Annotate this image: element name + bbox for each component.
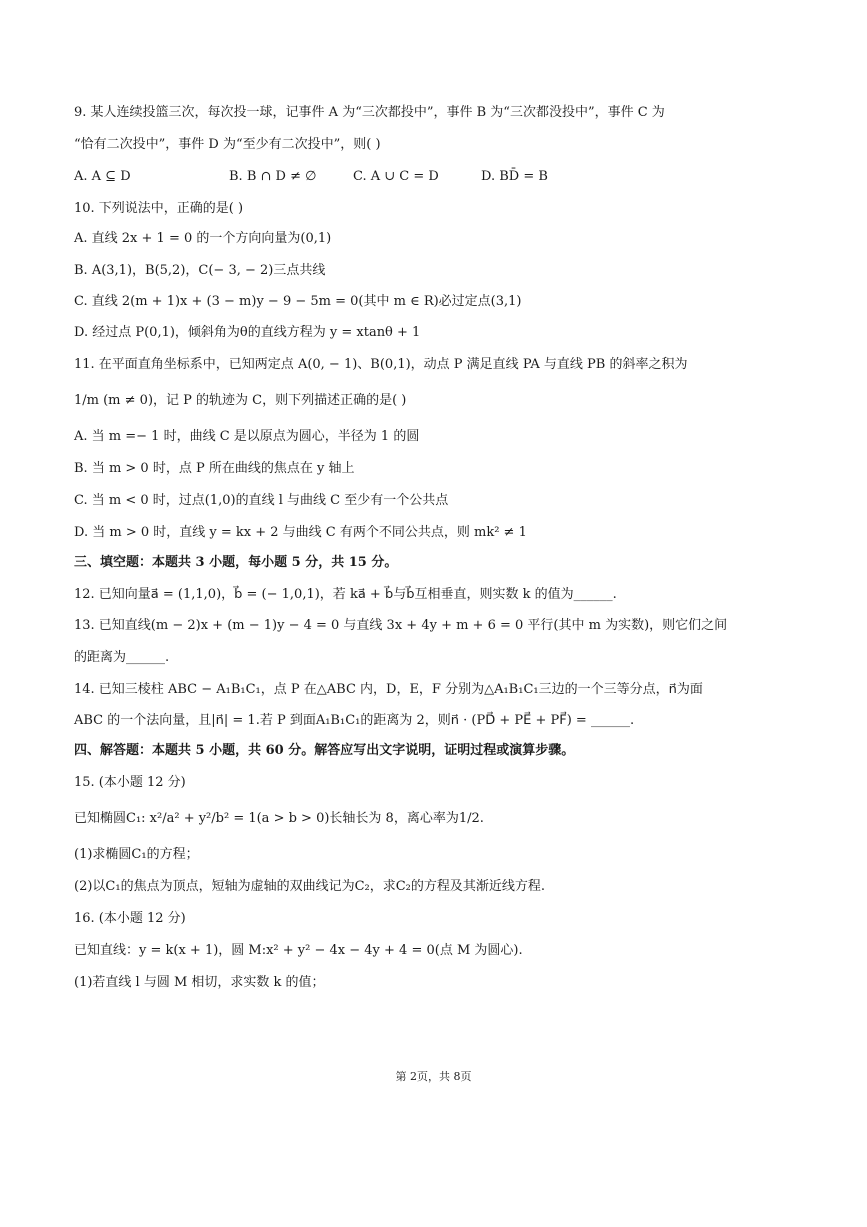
q9-option-b: B. B ∩ D ≠ ∅ [229, 169, 317, 184]
q12: 12. 已知向量a⃗ = (1,1,0)，b⃗ = (− 1,0,1)，若 ka⃗ + b⃗与b⃗互相垂直，则实数 k 的值为______. [74, 587, 617, 602]
q13-line2: 的距离为______. [74, 650, 170, 665]
q10-option-d: D. 经过点 P(0,1)，倾斜角为θ的直线方程为 y = xtanθ + 1 [74, 325, 421, 340]
q9-option-a: A. A ⊆ D [74, 169, 131, 184]
q11-option-c: C. 当 m < 0 时，过点(1,0)的直线 l 与曲线 C 至少有一个公共点 [74, 493, 449, 508]
q15-part2: (2)以C₁的焦点为顶点，短轴为虚轴的双曲线记为C₂，求C₂的方程及其渐近线方程. [74, 879, 546, 894]
q11-line1: 11. 在平面直角坐标系中，已知两定点 A(0, − 1)、B(0,1)，动点 P 满足直线 PA 与直线 PB 的斜率之积为 [74, 357, 688, 372]
q16-stem: 已知直线：y = k(x + 1)，圆 M:x² + y² − 4x − 4y + 4 = 0(点 M 为圆心). [74, 943, 523, 958]
q11-option-a: A. 当 m =− 1 时，曲线 C 是以原点为圆心，半径为 1 的圆 [74, 429, 420, 444]
q10-option-b: B. A(3,1)，B(5,2)，C(− 3, − 2)三点共线 [74, 263, 326, 278]
q15-part1: (1)求椭圆C₁的方程； [74, 847, 199, 862]
section-4-heading: 四、解答题：本题共 5 小题，共 60 分。解答应写出文字说明，证明过程或演算步骤。 [74, 743, 575, 758]
q11-option-b: B. 当 m > 0 时，点 P 所在曲线的焦点在 y 轴上 [74, 461, 355, 476]
q11-line2: 1/m (m ≠ 0)，记 P 的轨迹为 C，则下列描述正确的是( ) [74, 393, 407, 408]
page-footer: 第 2页，共 8页 [395, 1070, 472, 1083]
q10-option-c: C. 直线 2(m + 1)x + (3 − m)y − 9 − 5m = 0(其中 m ∈ R)必过定点(3,1) [74, 294, 522, 309]
q15-stem: 已知椭圆C₁: x²/a² + y²/b² = 1(a > b > 0)长轴长为 8，离心率为1/2. [74, 811, 484, 826]
q13-line1: 13. 已知直线(m − 2)x + (m − 1)y − 4 = 0 与直线 3x + 4y + m + 6 = 0 平行(其中 m 为实数)，则它们之间 [74, 618, 728, 633]
q16-part1: (1)若直线 l 与圆 M 相切，求实数 k 的值； [74, 975, 325, 990]
q16-heading: 16. (本小题 12 分) [74, 911, 186, 926]
q9-line1: 9. 某人连续投篮三次，每次投一球，记事件 A 为“三次都投中”，事件 B 为“三次都没投中”，事件 C 为 [74, 105, 665, 120]
q14-line2: ABC 的一个法向量，且|n⃗| = 1.若 P 到面A₁B₁C₁的距离为 2，则n⃗ · (PD⃗ + PE⃗ + PF⃗) = ______. [74, 713, 635, 728]
q9-line2: “恰有二次投中”，事件 D 为“至少有二次投中”，则( ) [74, 137, 381, 152]
q14-line1: 14. 已知三棱柱 ABC − A₁B₁C₁，点 P 在△ABC 内，D，E，F 分别为△A₁B₁C₁三边的一个三等分点，n⃗为面 [74, 682, 703, 697]
q9-option-c: C. A ∪ C = D [353, 169, 439, 184]
q9-option-d: D. BD̄ = B [481, 169, 548, 184]
section-3-heading: 三、填空题：本题共 3 小题，每小题 5 分，共 15 分。 [74, 555, 398, 570]
q15-heading: 15. (本小题 12 分) [74, 775, 186, 790]
q11-option-d: D. 当 m > 0 时，直线 y = kx + 2 与曲线 C 有两个不同公共点，则 mk² ≠ 1 [74, 525, 527, 540]
q10-stem: 10. 下列说法中，正确的是( ) [74, 201, 244, 216]
q10-option-a: A. 直线 2x + 1 = 0 的一个方向向量为(0,1) [74, 231, 332, 246]
